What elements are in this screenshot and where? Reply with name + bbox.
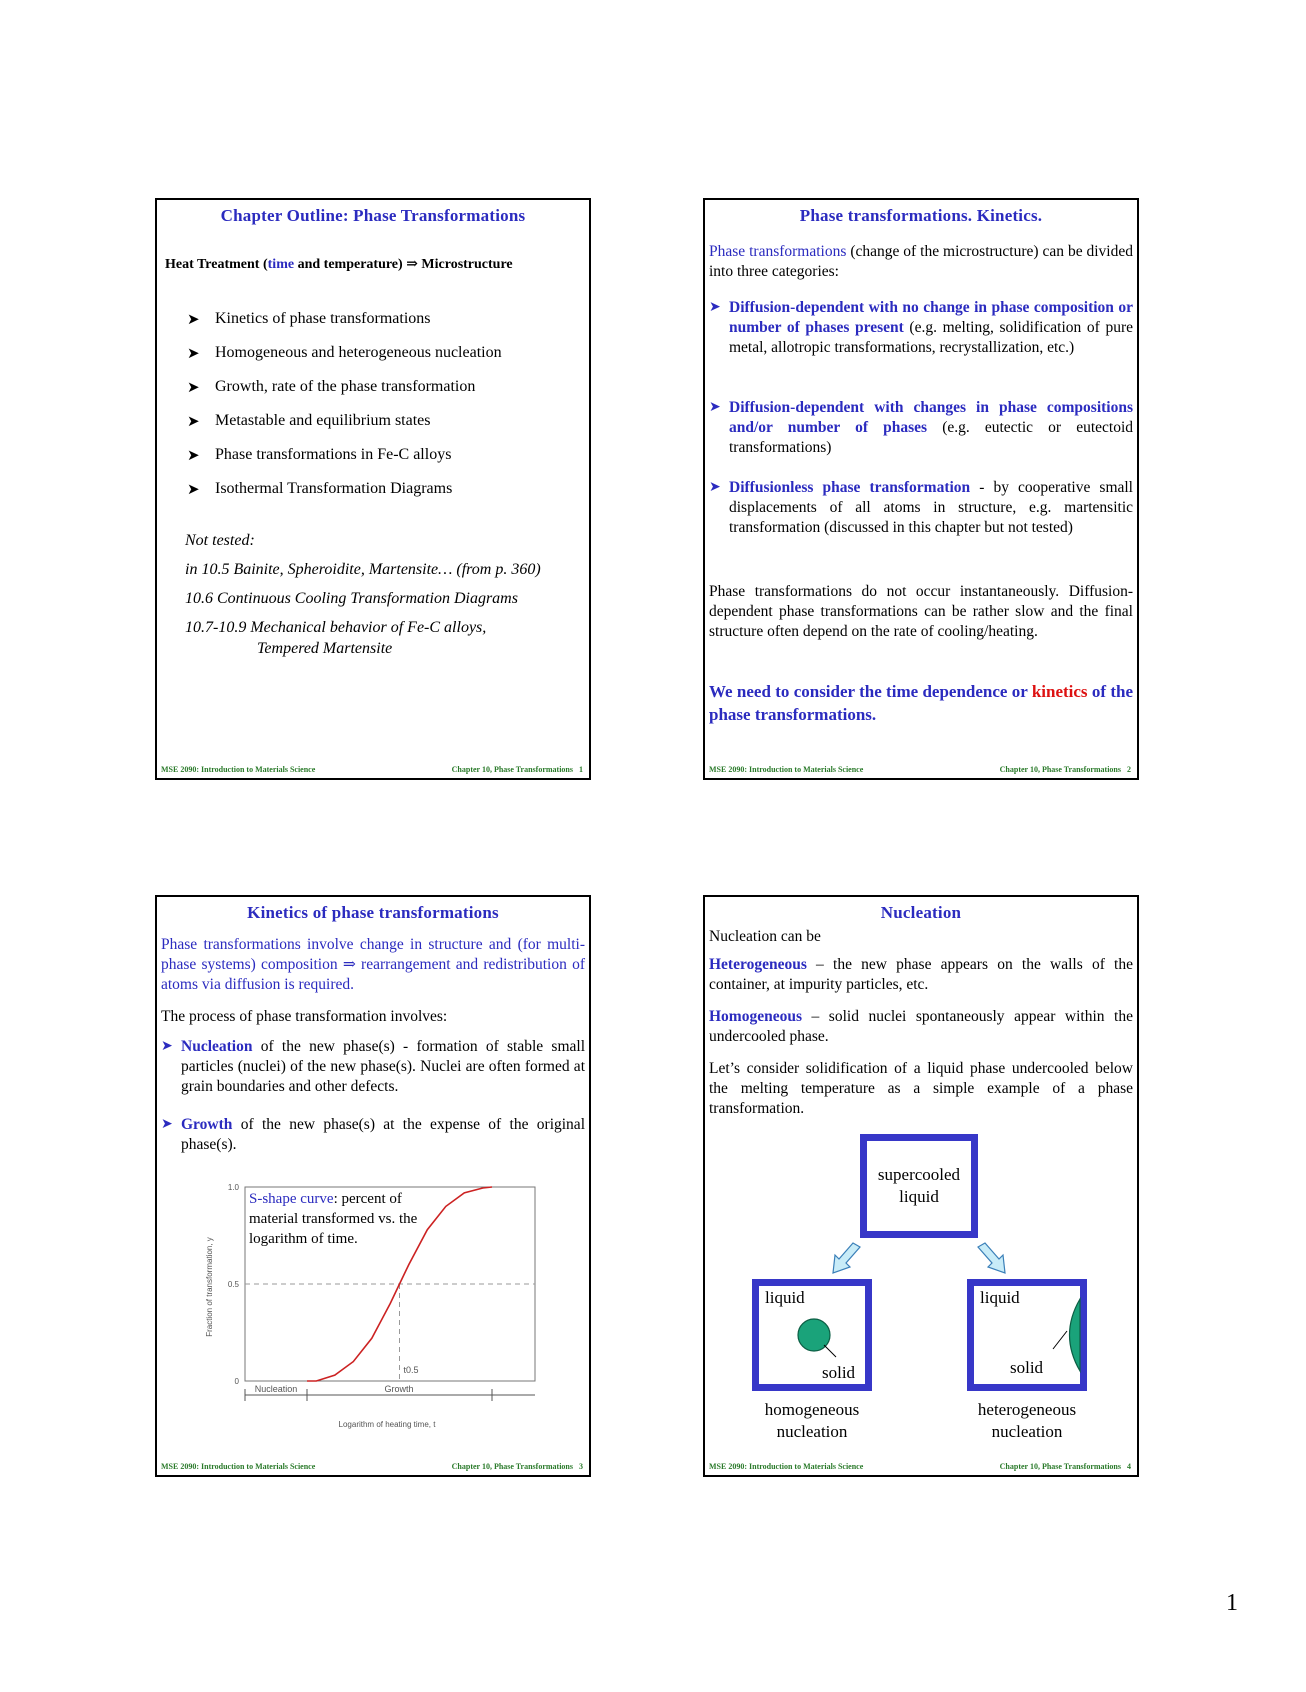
down-left-arrow-icon bbox=[833, 1243, 860, 1273]
footer-chapter: Chapter 10, Phase Transformations bbox=[451, 765, 573, 774]
definition-text: – the new phase appears on the walls of the container, at impurity particles, etc. bbox=[709, 956, 1133, 993]
down-right-arrow-icon bbox=[978, 1243, 1005, 1273]
caption-line: homogeneous bbox=[764, 1400, 860, 1419]
solid-label: solid bbox=[822, 1363, 856, 1382]
arrow-bullet-icon: ➤ bbox=[709, 480, 721, 495]
list-item-label: Metastable and equilibrium states bbox=[215, 412, 431, 429]
slide-4 bbox=[703, 895, 1139, 1477]
t-half-label: t0.5 bbox=[403, 1365, 419, 1375]
footer-course: MSE 2090: Introduction to Materials Science bbox=[161, 765, 316, 774]
footer-chapter: Chapter 10, Phase Transformations bbox=[451, 1462, 573, 1471]
list-item-label: Kinetics of phase transformations bbox=[215, 310, 431, 327]
heterogeneous-caption bbox=[952, 1399, 1102, 1443]
not-tested-item-cont: Tempered Martensite bbox=[257, 640, 393, 657]
kinetics-word: kinetics bbox=[1031, 682, 1088, 701]
slide-footer bbox=[709, 765, 1131, 774]
footer-chapter: Chapter 10, Phase Transformations bbox=[999, 1462, 1121, 1471]
slide-number: 2 bbox=[1127, 765, 1131, 774]
bullet-text: - by cooperative small displacements of all atoms in structure, e.g. martensitic transformation (discussed in this chapter but not tested) bbox=[729, 479, 1133, 536]
homogeneous-definition bbox=[709, 1007, 1133, 1047]
supercooled-liquid-label bbox=[865, 1164, 973, 1208]
growth-region-label: Growth bbox=[384, 1384, 414, 1394]
solid-label: solid bbox=[1010, 1358, 1044, 1377]
homogeneous-caption bbox=[737, 1399, 887, 1443]
slide-2 bbox=[703, 198, 1139, 780]
arrow-bullet-icon: ➤ bbox=[187, 448, 200, 464]
y-tick-label: 0 bbox=[234, 1377, 239, 1386]
not-tested-item: in 10.5 Bainite, Spheroidite, Martensite… (from p. 360) bbox=[185, 561, 541, 578]
slide-number: 4 bbox=[1127, 1462, 1131, 1471]
caption-line: nucleation bbox=[776, 1422, 848, 1441]
list-item-label: Homogeneous and heterogeneous nucleation bbox=[215, 344, 502, 361]
kinetics-paragraph: Phase transformations do not occur instantaneously. Diffusion-dependent phase transformations can be rather slow and the final structure often depend on the rate of cooling/heating. bbox=[709, 583, 1133, 640]
arrow-bullet-icon: ➤ bbox=[709, 300, 721, 315]
slide-number: 3 bbox=[579, 1462, 583, 1471]
list-item bbox=[187, 310, 502, 344]
intro-text: (change of the microstructure) can be divided into three categories: bbox=[709, 243, 1133, 280]
arrow-bullet-icon: ➤ bbox=[187, 482, 200, 498]
x-axis-label: Logarithm of heating time, t bbox=[338, 1420, 436, 1429]
y-tick-label: 0.5 bbox=[227, 1280, 239, 1289]
bullet-term: Growth bbox=[181, 1116, 233, 1133]
arrow-bullet-icon: ➤ bbox=[187, 346, 200, 362]
arrow-bullet-icon: ➤ bbox=[161, 1117, 173, 1132]
heat-text-2: and temperature) ⇒ Microstructure bbox=[294, 257, 513, 272]
bullet-text: (e.g. eutectic or eutectoid transformations) bbox=[729, 419, 1133, 456]
intro-line: Nucleation can be bbox=[709, 928, 821, 945]
not-tested-item: 10.7-10.9 Mechanical behavior of Fe-C alloys, bbox=[185, 619, 487, 636]
liquid-label: liquid bbox=[765, 1288, 805, 1307]
intro-paragraph bbox=[709, 242, 1133, 282]
heat-time-word: time bbox=[267, 257, 295, 272]
slide-3 bbox=[155, 895, 591, 1477]
list-item-label: Isothermal Transformation Diagrams bbox=[215, 480, 453, 497]
not-tested-block bbox=[185, 530, 541, 667]
arrow-bullet-icon: ➤ bbox=[187, 312, 200, 328]
y-axis-label: Fraction of transformation, y bbox=[205, 1237, 214, 1337]
list-item bbox=[187, 480, 502, 514]
category-bullet-2 bbox=[709, 398, 1133, 458]
footer-chapter: Chapter 10, Phase Transformations bbox=[999, 765, 1121, 774]
pointer-line bbox=[824, 1345, 836, 1357]
slide-footer bbox=[161, 1462, 583, 1471]
arrow-bullet-icon: ➤ bbox=[161, 1039, 173, 1054]
page-number: 1 bbox=[1226, 1590, 1238, 1616]
list-item bbox=[187, 412, 502, 446]
curve-note bbox=[249, 1189, 439, 1255]
bullet-term: Nucleation bbox=[181, 1038, 253, 1055]
bullet-term: Diffusion-dependent with no change in phase composition or number of phases present bbox=[729, 299, 1133, 336]
slide-title: Nucleation bbox=[880, 903, 962, 922]
y-tick-label: 1.0 bbox=[227, 1183, 239, 1192]
wall-nucleus-icon bbox=[1070, 1299, 1081, 1371]
slide-title: Phase transformations. Kinetics. bbox=[799, 206, 1043, 225]
list-item-label: Phase transformations in Fe-C alloys bbox=[215, 446, 452, 463]
slide-title: Kinetics of phase transformations bbox=[247, 903, 499, 922]
growth-bullet bbox=[161, 1115, 585, 1155]
slide-number: 1 bbox=[579, 765, 583, 774]
arrow-bullet-icon: ➤ bbox=[187, 414, 200, 430]
liquid-label: liquid bbox=[980, 1288, 1020, 1307]
slide-footer bbox=[709, 1462, 1131, 1471]
outline-list bbox=[187, 310, 502, 514]
arrow-bullet-icon: ➤ bbox=[187, 380, 200, 396]
heat-text: Heat Treatment ( bbox=[165, 257, 268, 272]
box-label-line: supercooled bbox=[877, 1165, 961, 1184]
conclusion-text-2: of the phase transformations. bbox=[709, 682, 1133, 724]
solidification-paragraph: Let’s consider solidification of a liquid phase undercooled below the melting temperature as a simple example of a phase transformation. bbox=[709, 1060, 1133, 1117]
bullet-term: Diffusion-dependent with changes in phase compositions and/or number of phases bbox=[729, 399, 1133, 436]
intro-paragraph: Phase transformations involve change in structure and (for multi-phase systems) composition ⇒ rearrangement and redistribution of atoms via diffusion is required. bbox=[161, 936, 585, 993]
nucleation-bullet bbox=[161, 1037, 585, 1097]
list-item bbox=[187, 446, 502, 480]
not-tested-heading: Not tested: bbox=[185, 532, 255, 549]
bullet-text: of the new phase(s) at the expense of the original phase(s). bbox=[181, 1116, 585, 1153]
footer-course: MSE 2090: Introduction to Materials Science bbox=[161, 1462, 316, 1471]
curve-note-text: : percent of material transformed vs. the logarithm of time. bbox=[249, 1191, 418, 1247]
process-line: The process of phase transformation involves: bbox=[161, 1008, 448, 1025]
slide-title: Chapter Outline: Phase Transformations bbox=[220, 206, 526, 225]
bullet-text: of the new phase(s) - formation of stable small particles (nuclei) of the new phase(s). Nuclei are often formed at grain boundaries and other defects. bbox=[181, 1038, 585, 1095]
bullet-text: (e.g. melting, solidification of pure metal, allotropic transformations, recrystallization, etc.) bbox=[729, 319, 1133, 356]
arrow-bullet-icon: ➤ bbox=[709, 400, 721, 415]
box-label-line: liquid bbox=[899, 1187, 939, 1206]
definition-term: Homogeneous bbox=[709, 1008, 802, 1025]
slide-1 bbox=[155, 198, 591, 780]
caption-line: nucleation bbox=[991, 1422, 1063, 1441]
s-curve-chart bbox=[157, 1177, 587, 1447]
category-bullet-3 bbox=[709, 478, 1133, 538]
conclusion-text: We need to consider the time dependence or bbox=[709, 682, 1032, 701]
bullet-term: Diffusionless phase transformation bbox=[729, 479, 971, 496]
heat-treatment-line bbox=[165, 256, 513, 273]
slide-footer bbox=[161, 765, 583, 774]
category-bullet-1 bbox=[709, 298, 1133, 358]
heterogeneous-definition bbox=[709, 955, 1133, 995]
definition-text: – solid nuclei spontaneously appear within the undercooled phase. bbox=[709, 1008, 1133, 1045]
footer-course: MSE 2090: Introduction to Materials Science bbox=[709, 1462, 864, 1471]
conclusion-line bbox=[709, 680, 1133, 726]
list-item bbox=[187, 378, 502, 412]
list-item bbox=[187, 344, 502, 378]
definition-term: Heterogeneous bbox=[709, 956, 807, 973]
list-item-label: Growth, rate of the phase transformation bbox=[215, 378, 476, 395]
pointer-line bbox=[1053, 1331, 1067, 1349]
footer-course: MSE 2090: Introduction to Materials Science bbox=[709, 765, 864, 774]
caption-line: heterogeneous bbox=[977, 1400, 1077, 1419]
not-tested-item: 10.6 Continuous Cooling Transformation Diagrams bbox=[185, 590, 518, 607]
nucleation-region-label: Nucleation bbox=[254, 1384, 298, 1394]
curve-note-term: S-shape curve bbox=[249, 1191, 334, 1207]
intro-term: Phase transformations bbox=[709, 243, 847, 260]
